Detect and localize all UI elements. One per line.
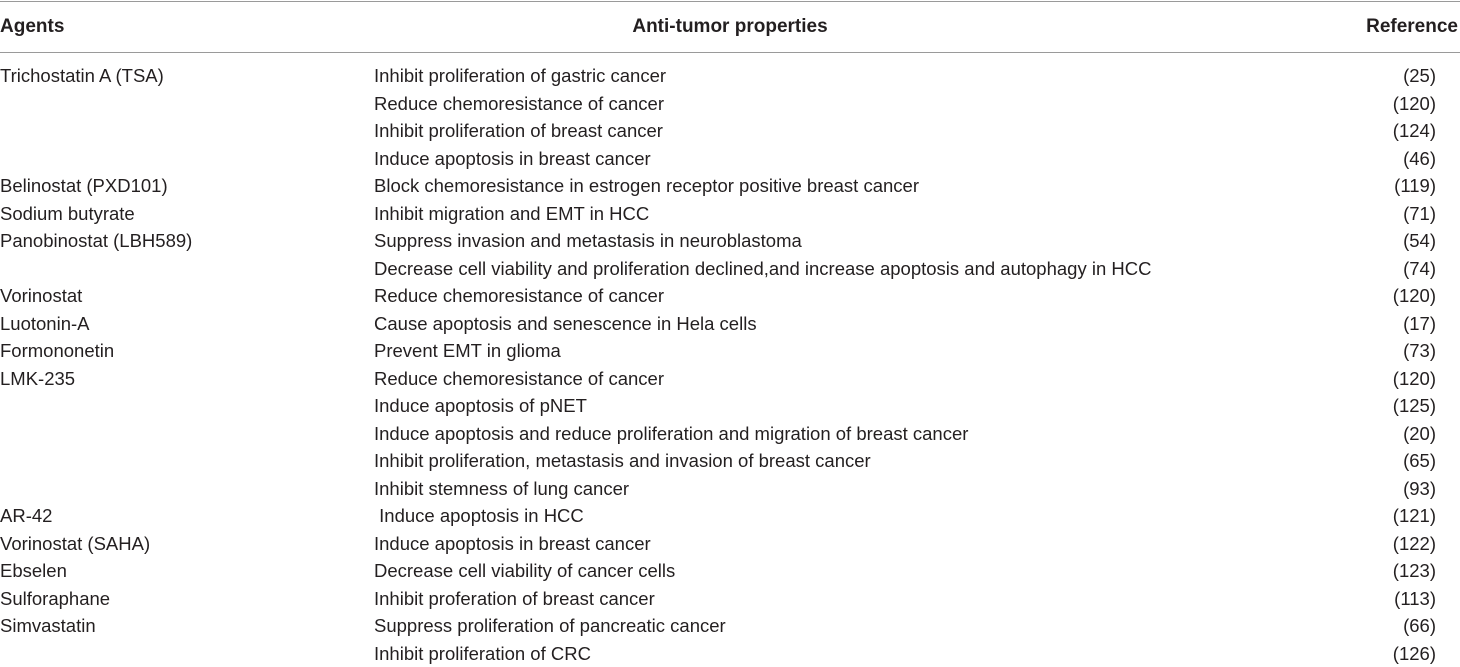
agent-cell: Vorinostat (SAHA)	[0, 530, 150, 558]
table-top-rule	[0, 1, 1460, 2]
table-row	[0, 90, 1460, 118]
table-body	[0, 62, 1460, 667]
reference-cell: (25)	[1403, 62, 1436, 90]
property-cell: Inhibit stemness of lung cancer	[374, 475, 629, 503]
header-agents: Agents	[0, 14, 64, 40]
property-cell: Reduce chemoresistance of cancer	[374, 282, 664, 310]
reference-cell: (74)	[1403, 255, 1436, 283]
agent-cell: AR-42	[0, 502, 52, 530]
reference-cell: (65)	[1403, 447, 1436, 475]
reference-cell: (113)	[1394, 585, 1436, 613]
reference-cell: (125)	[1393, 392, 1436, 420]
reference-cell: (93)	[1403, 475, 1436, 503]
reference-cell: (71)	[1403, 200, 1436, 228]
header-anti-tumor-properties: Anti-tumor properties	[0, 14, 1460, 40]
property-cell: Inhibit proliferation of breast cancer	[374, 117, 663, 145]
property-cell: Reduce chemoresistance of cancer	[374, 90, 664, 118]
reference-cell: (120)	[1393, 90, 1436, 118]
table-row	[0, 200, 1460, 228]
reference-cell: (73)	[1403, 337, 1436, 365]
agent-cell: Sulforaphane	[0, 585, 110, 613]
reference-cell: (46)	[1403, 145, 1436, 173]
agent-cell: Trichostatin A (TSA)	[0, 62, 164, 90]
property-cell: Inhibit proliferation of gastric cancer	[374, 62, 666, 90]
reference-cell: (124)	[1393, 117, 1436, 145]
table-row	[0, 255, 1460, 283]
agent-cell: Belinostat (PXD101)	[0, 172, 168, 200]
agent-cell: Vorinostat	[0, 282, 82, 310]
reference-cell: (122)	[1393, 530, 1436, 558]
table-row	[0, 447, 1460, 475]
agent-cell: LMK-235	[0, 365, 75, 393]
reference-cell: (121)	[1393, 502, 1436, 530]
table-row	[0, 365, 1460, 393]
table-row	[0, 145, 1460, 173]
reference-cell: (66)	[1403, 612, 1436, 640]
table-row	[0, 227, 1460, 255]
agent-cell: Panobinostat (LBH589)	[0, 227, 192, 255]
reference-cell: (20)	[1403, 420, 1436, 448]
property-cell: Inhibit proliferation, metastasis and invasion of breast cancer	[374, 447, 871, 475]
table-row	[0, 502, 1460, 530]
table-header-rule	[0, 52, 1460, 53]
table-row	[0, 640, 1460, 667]
property-cell: Suppress proliferation of pancreatic cancer	[374, 612, 726, 640]
table-row	[0, 117, 1460, 145]
agent-cell: Formononetin	[0, 337, 114, 365]
property-cell: Induce apoptosis in breast cancer	[374, 530, 651, 558]
property-cell: Decrease cell viability of cancer cells	[374, 557, 675, 585]
agent-cell: Ebselen	[0, 557, 67, 585]
table-row	[0, 392, 1460, 420]
reference-cell: (126)	[1393, 640, 1436, 667]
table-row	[0, 62, 1460, 90]
property-cell: Block chemoresistance in estrogen receptor positive breast cancer	[374, 172, 919, 200]
table-row	[0, 475, 1460, 503]
property-cell: Induce apoptosis in HCC	[374, 502, 584, 530]
header-reference: Reference	[1366, 14, 1458, 40]
table-row	[0, 612, 1460, 640]
property-cell: Prevent EMT in glioma	[374, 337, 561, 365]
table-row	[0, 530, 1460, 558]
property-cell: Induce apoptosis and reduce proliferation and migration of breast cancer	[374, 420, 968, 448]
property-cell: Inhibit proliferation of CRC	[374, 640, 591, 667]
property-cell: Suppress invasion and metastasis in neuroblastoma	[374, 227, 802, 255]
property-cell: Cause apoptosis and senescence in Hela cells	[374, 310, 757, 338]
property-cell: Decrease cell viability and proliferation declined,and increase apoptosis and autophagy in HCC	[374, 255, 1151, 283]
table-row	[0, 172, 1460, 200]
property-cell: Reduce chemoresistance of cancer	[374, 365, 664, 393]
table-row	[0, 585, 1460, 613]
agent-cell: Luotonin-A	[0, 310, 89, 338]
agent-cell: Sodium butyrate	[0, 200, 135, 228]
property-cell: Induce apoptosis in breast cancer	[374, 145, 651, 173]
table-row	[0, 310, 1460, 338]
property-cell: Inhibit proferation of breast cancer	[374, 585, 655, 613]
reference-cell: (119)	[1394, 172, 1436, 200]
agent-cell: Simvastatin	[0, 612, 96, 640]
table-row	[0, 420, 1460, 448]
reference-cell: (17)	[1403, 310, 1436, 338]
reference-cell: (123)	[1393, 557, 1436, 585]
property-cell: Induce apoptosis of pNET	[374, 392, 587, 420]
reference-cell: (54)	[1403, 227, 1436, 255]
property-cell: Inhibit migration and EMT in HCC	[374, 200, 649, 228]
table-row	[0, 337, 1460, 365]
table-row	[0, 282, 1460, 310]
reference-cell: (120)	[1393, 282, 1436, 310]
table-row	[0, 557, 1460, 585]
reference-cell: (120)	[1393, 365, 1436, 393]
